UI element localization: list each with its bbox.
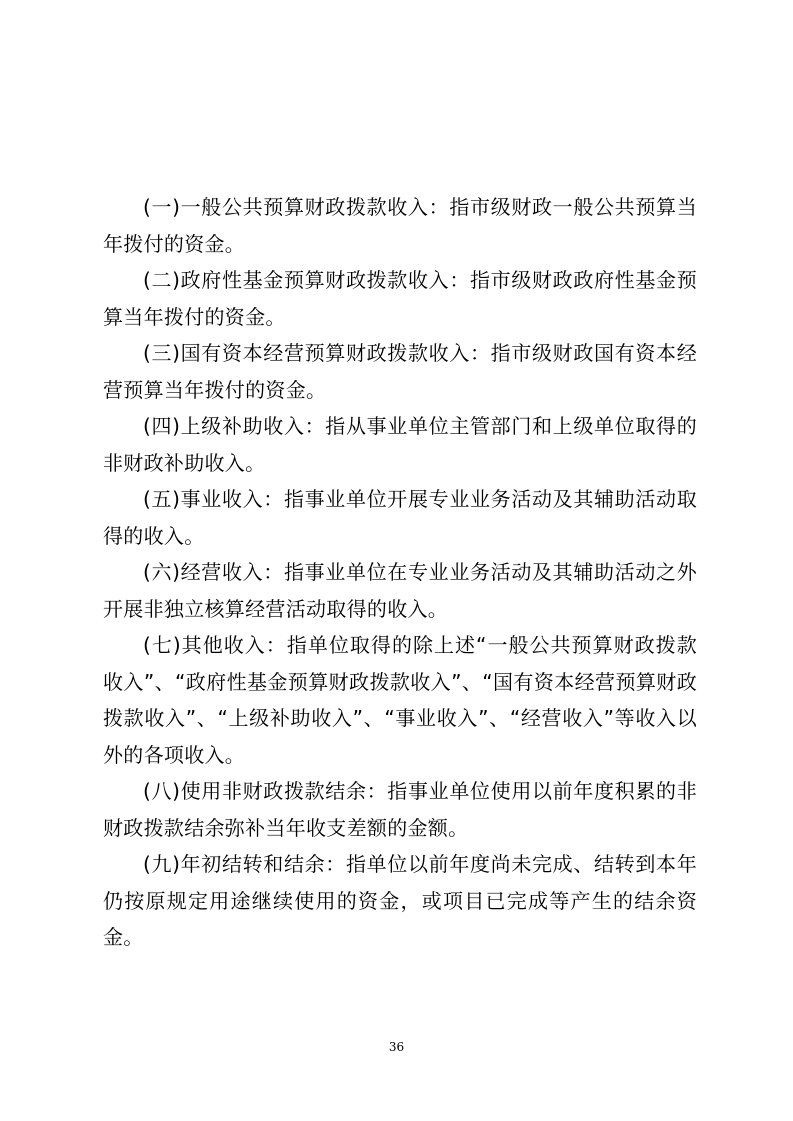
- paragraph-state-capital-allocation: (三)国有资本经营预算财政拨款收入：指市级财政国有资本经营预算当年拨付的资金。: [103, 341, 697, 402]
- paragraph-superior-subsidy-income: (四)上级补助收入：指从事业单位主管部门和上级单位取得的非财政补助收入。: [103, 414, 697, 475]
- paragraph-other-income: (七)其他收入：指单位取得的除上述“一般公共预算财政拨款收入”、“政府性基金预算财政拨款收入”、“国有资本经营预算财政拨款收入”、“上级补助收入”、“事业收入”、“经营收入”等收入以外的各项收入。: [103, 633, 697, 767]
- paragraph-business-income: (五)事业收入：指事业单位开展专业业务活动及其辅助活动取得的收入。: [103, 487, 697, 548]
- paragraph-carryover-and-surplus: (九)年初结转和结余：指单位以前年度尚未完成、结转到本年仍按原规定用途继续使用的资金，或项目已完成等产生的结余资金。: [103, 852, 697, 949]
- paragraph-non-fiscal-surplus-use: (八)使用非财政拨款结余：指事业单位使用以前年度积累的非财政拨款结余弥补当年收支差额的金额。: [103, 779, 697, 840]
- paragraph-operating-income: (六)经营收入：指事业单位在专业业务活动及其辅助活动之外开展非独立核算经营活动取得的收入。: [103, 560, 697, 621]
- paragraph-government-fund-allocation: (二)政府性基金预算财政拨款收入：指市级财政政府性基金预算当年拨付的资金。: [103, 268, 697, 329]
- document-body: [103, 189, 697, 956]
- paragraph-general-budget-allocation: (一)一般公共预算财政拨款收入：指市级财政一般公共预算当年拨付的资金。: [103, 195, 697, 256]
- page-number: 36: [388, 1040, 405, 1054]
